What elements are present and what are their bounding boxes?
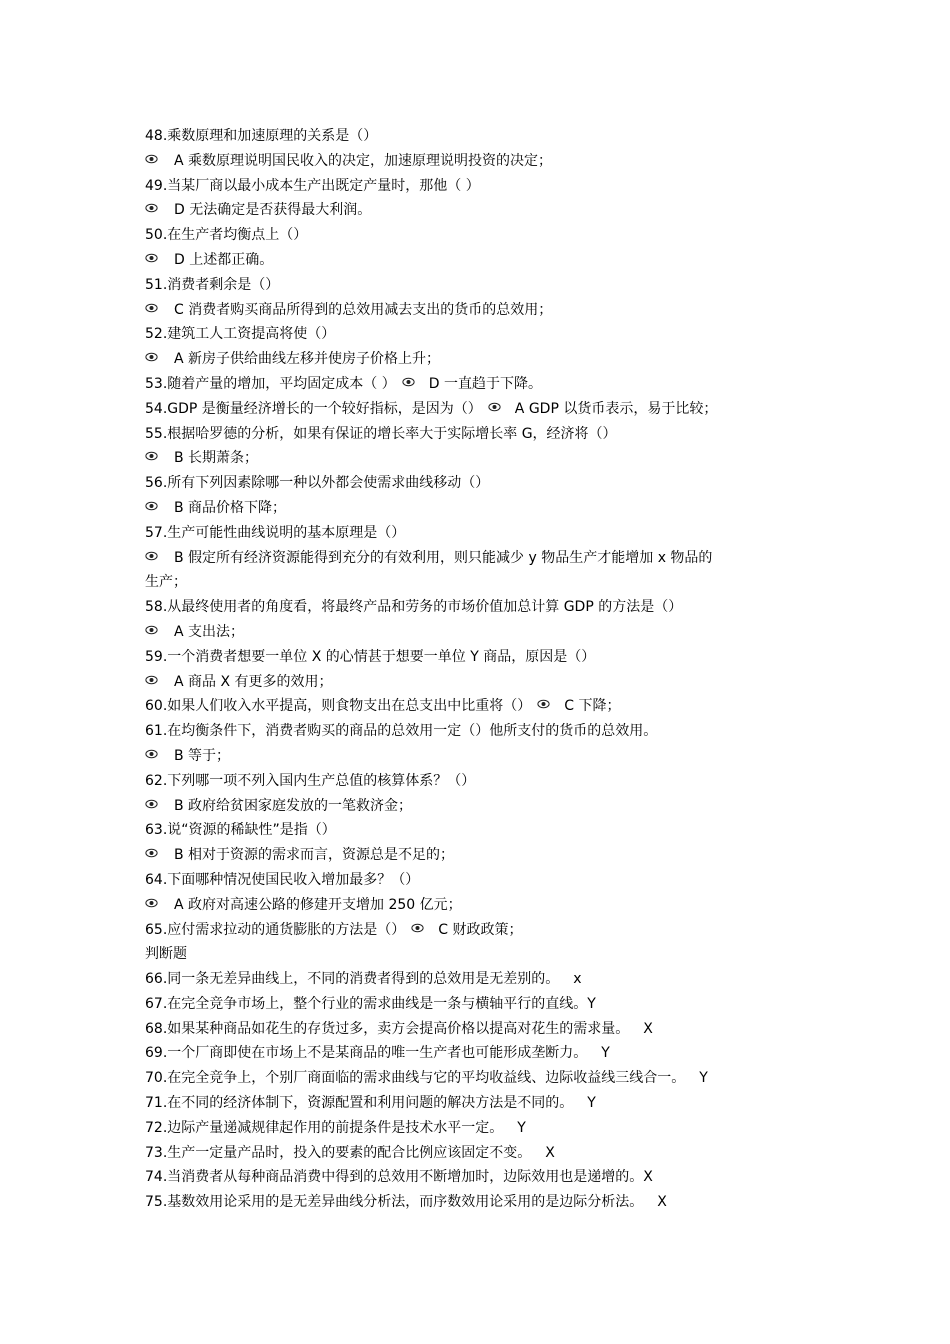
- question-text: 62.下列哪一项不列入国内生产总值的核算体系？（）: [145, 772, 476, 789]
- answer-text: C 消费者购买商品所得到的总效用减去支出的货币的总效用；: [174, 301, 553, 318]
- radio-selected-icon: [402, 377, 415, 387]
- answer-line: [145, 744, 825, 769]
- answer-line: [145, 843, 825, 868]
- radio-selected-icon: [145, 898, 158, 908]
- judgment-mark: X: [643, 1169, 653, 1186]
- judgment-item: [145, 967, 825, 992]
- judgment-text: 68.如果某种商品如花生的存货过多，卖方会提高价格以提高对花生的需求量。: [145, 1020, 630, 1037]
- radio-selected-icon: [145, 848, 158, 858]
- answer-text: D 上述都正确。: [174, 251, 274, 268]
- judgment-text: 73.生产一定量产品时，投入的要素的配合比例应该固定不变。: [145, 1144, 532, 1161]
- answer-line: [145, 496, 825, 521]
- judgment-mark: Y: [517, 1119, 526, 1136]
- question-answer-line: [145, 372, 825, 397]
- answer-text: B 政府给贫困家庭发放的一笔救济金；: [174, 797, 413, 814]
- section-title: 判断题: [145, 946, 187, 963]
- judgment-text: 69.一个厂商即使在市场上不是某商品的唯一生产者也可能形成垄断力。: [145, 1045, 588, 1062]
- answer-line: [145, 347, 825, 372]
- radio-selected-icon: [145, 625, 158, 635]
- judgment-text: 75.基数效用论采用的是无差异曲线分析法，而序数效用论采用的是边际分析法。: [145, 1194, 644, 1211]
- answer-text: D 一直趋于下降。: [428, 375, 542, 392]
- answer-text: A 商品 X 有更多的效用；: [174, 673, 333, 690]
- question-text: 58.从最终使用者的角度看，将最终产品和劳务的市场价值加总计算 GDP 的方法是（）: [145, 599, 683, 616]
- answer-text: C 下降；: [564, 698, 621, 715]
- judgment-mark: x: [573, 971, 582, 988]
- judgment-text: 67.在完全竞争市场上，整个行业的需求曲线是一条与横轴平行的直线。: [145, 995, 588, 1012]
- answer-text: A 支出法；: [174, 623, 245, 640]
- answer-text: A 乘数原理说明国民收入的决定，加速原理说明投资的决定；: [174, 152, 553, 169]
- answer-line: [145, 620, 825, 645]
- answer-text: B 长期萧条；: [174, 450, 259, 467]
- answer-text: B 假定所有经济资源能得到充分的有效利用，则只能减少 y 物品生产才能增加 x 物品的: [174, 549, 713, 566]
- answer-text: A 新房子供给曲线左移并使房子价格上升；: [174, 351, 441, 368]
- answer-text: B 等于；: [174, 747, 231, 764]
- judgment-text: 72.边际产量递减规律起作用的前提条件是技术水平一定。: [145, 1119, 504, 1136]
- answer-text: B 商品价格下降；: [174, 499, 287, 516]
- judgment-text: 66.同一条无差异曲线上，不同的消费者得到的总效用是无差别的。: [145, 971, 560, 988]
- radio-selected-icon: [145, 253, 158, 263]
- question-text: 63.说“资源的稀缺性”是指（）: [145, 822, 336, 839]
- judgment-mark: Y: [699, 1070, 708, 1087]
- question-text: 49.当某厂商以最小成本生产出既定产量时，那他（ ）: [145, 177, 480, 194]
- question-text: 51.消费者剩余是（）: [145, 276, 280, 293]
- judgment-text: 70.在完全竞争上，个别厂商面临的需求曲线与它的平均收益线、边际收益线三线合一。: [145, 1070, 686, 1087]
- question-text: 55.根据哈罗德的分析，如果有保证的增长率大于实际增长率 G，经济将（）: [145, 425, 617, 442]
- answer-line: [145, 893, 825, 918]
- question-text: 50.在生产者均衡点上（）: [145, 227, 308, 244]
- question-text: 56.所有下列因素除哪一种以外都会使需求曲线移动（）: [145, 475, 490, 492]
- question-text: 48.乘数原理和加速原理的关系是（）: [145, 128, 378, 144]
- radio-selected-icon: [411, 923, 424, 933]
- question-answer-line: [145, 397, 825, 422]
- answer-text: C 财政政策；: [438, 921, 523, 938]
- document-content: [145, 124, 825, 1215]
- question-text: 53.随着产量的增加，平均固定成本（ ）: [145, 375, 396, 392]
- judgment-mark: X: [657, 1194, 667, 1211]
- question-text: 52.建筑工人工资提高将使（）: [145, 326, 336, 343]
- question-answer-line: [145, 918, 825, 943]
- radio-selected-icon: [145, 749, 158, 759]
- judgment-item: [145, 1141, 825, 1166]
- answer-line: [145, 446, 825, 471]
- radio-selected-icon: [145, 451, 158, 461]
- judgment-mark: Y: [587, 995, 596, 1012]
- answer-line: [145, 794, 825, 819]
- judgment-text: 74.当消费者从每种商品消费中得到的总效用不断增加时，边际效用也是递增的。: [145, 1169, 644, 1186]
- judgment-mark: Y: [601, 1045, 610, 1062]
- question-text: 61.在均衡条件下，消费者购买的商品的总效用一定（）他所支付的货币的总效用。: [145, 723, 658, 740]
- question-text: 65.应付需求拉动的通货膨胀的方法是（）: [145, 921, 406, 938]
- judgment-item: [145, 1091, 825, 1116]
- question-text: 54.GDP 是衡量经济增长的一个较好指标，是因为（）: [145, 400, 482, 417]
- judgment-text: 71.在不同的经济体制下，资源配置和利用问题的解决方法是不同的。: [145, 1095, 574, 1112]
- radio-selected-icon: [145, 799, 158, 809]
- judgment-item: [145, 992, 825, 1017]
- radio-selected-icon: [145, 303, 158, 313]
- radio-selected-icon: [488, 402, 501, 412]
- judgment-mark: X: [545, 1144, 555, 1161]
- answer-text: B 相对于资源的需求而言，资源总是不足的；: [174, 847, 455, 864]
- judgment-item: [145, 1041, 825, 1066]
- answer-text: D 无法确定是否获得最大利润。: [174, 202, 372, 219]
- radio-selected-icon: [145, 675, 158, 685]
- judgment-item: [145, 1066, 825, 1091]
- answer-continuation: 生产；: [145, 574, 187, 591]
- judgment-item: [145, 1190, 825, 1215]
- question-text: 59.一个消费者想要一单位 X 的心情甚于想要一单位 Y 商品，原因是（）: [145, 648, 596, 665]
- answer-line: [145, 248, 825, 273]
- question-text: 60.如果人们收入水平提高，则食物支出在总支出中比重将（）: [145, 698, 532, 715]
- radio-selected-icon: [145, 352, 158, 362]
- question-text: 64.下面哪种情况使国民收入增加最多？（）: [145, 871, 420, 888]
- answer-line: [145, 198, 825, 223]
- radio-selected-icon: [145, 154, 158, 164]
- radio-selected-icon: [145, 203, 158, 213]
- judgment-mark: X: [643, 1020, 653, 1037]
- answer-text: A 政府对高速公路的修建开支增加 250 亿元；: [174, 896, 462, 913]
- radio-selected-icon: [537, 699, 550, 709]
- judgment-mark: Y: [587, 1095, 596, 1112]
- radio-selected-icon: [145, 551, 158, 561]
- answer-line: [145, 670, 825, 695]
- answer-line: [145, 546, 825, 571]
- question-text: 57.生产可能性曲线说明的基本原理是（）: [145, 524, 406, 541]
- answer-line: [145, 298, 825, 323]
- answer-text: A GDP 以货币表示，易于比较；: [514, 400, 718, 417]
- radio-selected-icon: [145, 501, 158, 511]
- judgment-item: [145, 1017, 825, 1042]
- judgment-item: [145, 1165, 825, 1190]
- answer-line: [145, 149, 825, 174]
- judgment-item: [145, 1116, 825, 1141]
- question-answer-line: [145, 694, 825, 719]
